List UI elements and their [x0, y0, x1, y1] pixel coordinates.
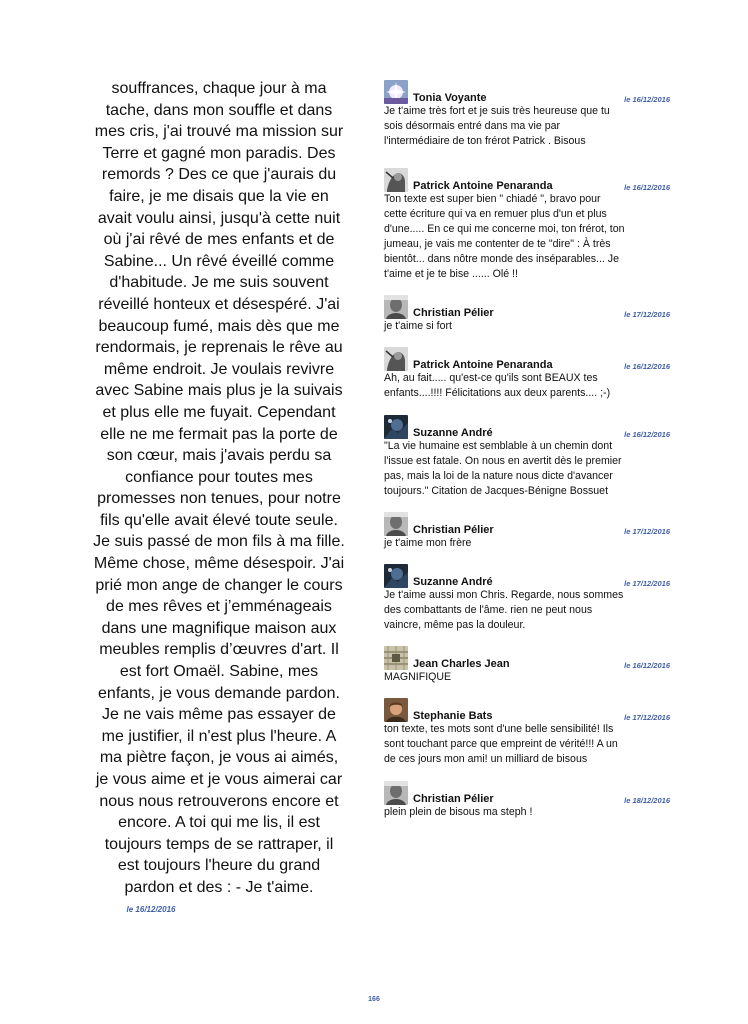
poem-line: avait voulu ainsi, jusqu'à cette nuit — [97, 209, 341, 227]
poem-text — [74, 78, 364, 899]
commenter-name[interactable]: Tonia Voyante — [413, 92, 487, 104]
commenter-name[interactable]: Suzanne André — [413, 427, 493, 439]
poem-line: et plus elle me fuyait. Cependant — [102, 403, 336, 421]
poem-line: avec Sabine mais plus je la suivais — [95, 382, 343, 400]
poem-line: Terre et gagné mon paradis. Des — [102, 144, 336, 162]
avatar[interactable] — [384, 80, 408, 104]
commenter-name[interactable]: Christian Pélier — [413, 307, 494, 319]
poem-line: nous nous retrouverons encore et — [99, 792, 339, 810]
poem-line: beaucoup fumé, mais dès que me — [98, 317, 340, 335]
comment-line: jumeau, je vais me contenter de te "dire" : À très — [384, 238, 611, 250]
poem-line: elle ne me fermait pas la porte de — [100, 425, 338, 443]
poem-line: toujours temps de se rattraper, il — [104, 835, 334, 853]
avatar[interactable] — [384, 646, 408, 670]
comment-date: le 17/12/2016 — [624, 310, 670, 319]
comment-date: le 17/12/2016 — [624, 713, 670, 722]
poem-line: réveillé honteux et désespéré. J'ai — [98, 295, 340, 313]
comment-line: je t'aime mon frère — [384, 537, 472, 549]
poem-line: Même chose, même désespoir. J'ai — [93, 555, 345, 573]
comment — [384, 168, 672, 282]
comment-line: l'intermédiaire de ton frérot Patrick . Bisous — [384, 135, 586, 147]
comment-text — [384, 439, 672, 499]
avatar[interactable] — [384, 564, 408, 588]
poem-date: le 16/12/2016 — [126, 904, 176, 914]
poem-line: même endroit. Je voulais revivre — [103, 360, 335, 378]
comment-line: pas, mais la loi de la nature nous dicte d'avancer — [384, 470, 613, 482]
poem-line: pardon et des : - Je t'aime. — [124, 878, 314, 896]
comment — [384, 415, 672, 499]
comment-date: le 16/12/2016 — [624, 430, 670, 439]
poem-line: Je suis passé de mon fils à ma fille. — [93, 533, 345, 551]
comment-line: Je t'aime aussi mon Chris. Regarde, nous sommes — [384, 589, 624, 601]
comment-line: l'issue est fatale. On nous en avertit dès le premier — [384, 455, 622, 467]
poem-line: est toujours l'heure du grand — [117, 857, 321, 875]
poem-line: encore. A toi qui me lis, il est — [118, 814, 320, 832]
comment-line: "La vie humaine est semblable à un chemin dont — [384, 440, 613, 452]
comment — [384, 698, 672, 767]
comment-line: Je t'aime très fort et je suis très heureuse que tu — [384, 105, 610, 117]
page-number: 166 — [368, 996, 380, 1003]
commenter-name[interactable]: Christian Pélier — [413, 524, 494, 536]
poem-line: meubles remplis d’œuvres d'art. Il — [99, 641, 339, 659]
comment — [384, 80, 672, 149]
commenter-name[interactable]: Patrick Antoine Penaranda — [413, 180, 553, 192]
commenter-name[interactable]: Suzanne André — [413, 576, 493, 588]
avatar[interactable] — [384, 295, 408, 319]
comment-line: t'aime et je te bise ...... Olé !! — [384, 268, 518, 280]
comment-text — [384, 536, 672, 551]
poem-line: souffrances, chaque jour à ma — [111, 80, 327, 97]
comment-date: le 16/12/2016 — [624, 362, 670, 371]
poem-line: d'habitude. Je me suis souvent — [109, 274, 329, 292]
comment-date: le 16/12/2016 — [624, 95, 670, 104]
comment-line: d'une..... En ce qui me concerne moi, ton frérot, ton — [384, 223, 625, 235]
avatar[interactable] — [384, 781, 408, 805]
comment-text — [384, 670, 672, 685]
comment-date: le 16/12/2016 — [624, 661, 670, 670]
comment-text — [384, 319, 672, 334]
comment-line: cette écriture qui va en remuer plus d'un et plus — [384, 208, 607, 220]
poem-line: confiance pour toutes mes — [125, 468, 313, 486]
comment-text — [384, 192, 672, 282]
poem-line: tache, dans mon souffle et dans — [105, 101, 333, 119]
poem-line: Je ne vais même pas essayer de — [102, 706, 336, 724]
comment-date: le 18/12/2016 — [624, 796, 670, 805]
comment — [384, 295, 672, 334]
poem-line: prié mon ange de changer le cours — [95, 576, 343, 594]
comment-text — [384, 722, 672, 767]
comment-line: des combattants de l'âme. rien ne peut nous — [384, 604, 593, 616]
poem-line: dans une magnifique maison aux — [101, 619, 337, 637]
comment-line: sois désormais entré dans ma vie par — [384, 120, 561, 132]
poem-line: faire, je me disais que la vie en — [109, 187, 329, 205]
avatar[interactable] — [384, 512, 408, 536]
commenter-name[interactable]: Christian Pélier — [413, 793, 494, 805]
comment-line: MAGNIFIQUE — [384, 671, 452, 683]
poem-line: rendormais, je reprenais le rêve au — [95, 339, 343, 357]
comment-text — [384, 371, 672, 401]
comment-date: le 16/12/2016 — [624, 183, 670, 192]
poem-column — [74, 78, 364, 914]
avatar[interactable] — [384, 415, 408, 439]
commenter-name[interactable]: Patrick Antoine Penaranda — [413, 359, 553, 371]
avatar[interactable] — [384, 168, 408, 192]
comment-date: le 17/12/2016 — [624, 527, 670, 536]
commenter-name[interactable]: Stephanie Bats — [413, 710, 493, 722]
comment-line: sont touchant parce que empreint de vérité!!! A un — [384, 738, 618, 750]
comment-line: plein plein de bisous ma steph ! — [384, 806, 533, 818]
poem-line: je vous aime et je vous aimerai car — [95, 771, 343, 788]
comment-line: toujours." Citation de Jacques-Bénigne Bossuet — [384, 485, 609, 497]
poem-line: où j'ai rêvé de mes enfants et de — [103, 231, 335, 249]
poem-line: enfants, je vous demande pardon. — [98, 684, 340, 702]
avatar[interactable] — [384, 698, 408, 722]
comment — [384, 512, 672, 551]
comment-line: bientôt... dans nôtre monde des inséparables... Je — [384, 253, 619, 265]
poem-line: ma piètre façon, je vous ai aimés, — [99, 749, 339, 767]
comment-line: vaincre, même pas la douleur. — [384, 619, 526, 631]
commenter-name[interactable]: Jean Charles Jean — [413, 658, 510, 670]
comment — [384, 646, 672, 685]
comment-text — [384, 104, 672, 149]
comment-line: enfants....!!!! Félicitations aux deux parents.... ;-) — [384, 387, 611, 399]
poem-line: est fort Omaël. Sabine, mes — [119, 663, 319, 681]
comment-text — [384, 588, 672, 633]
poem-line: Sabine... Un rêvé éveillé comme — [103, 252, 335, 270]
poem-line: mes cris, j'ai trouvé ma mission sur — [94, 123, 344, 141]
comment-line: Ah, au fait..... qu'est-ce qu'ils sont BEAUX tes — [384, 372, 598, 384]
poem-line: remords ? Des ce que j'aurais du — [101, 166, 337, 184]
comment-line: de ces jours mon ami! un milliard de bisous — [384, 753, 588, 765]
comment-date: le 17/12/2016 — [624, 579, 670, 588]
poem-line: promesses non tenues, pour notre — [97, 490, 341, 508]
comment-text — [384, 805, 672, 820]
poem-line: me justifier, il n'est plus l'heure. A — [101, 727, 337, 745]
comment — [384, 564, 672, 633]
poem-line: de mes rêves et j’emménageais — [106, 598, 332, 616]
comment-line: ton texte, tes mots sont d'une belle sensibilité! Ils — [384, 723, 614, 735]
comment-line: Ton texte est super bien " chiadé ", bravo pour — [384, 193, 601, 205]
comments-column — [384, 80, 672, 820]
comment — [384, 781, 672, 820]
comment-line: je t'aime si fort — [384, 320, 452, 332]
comment — [384, 347, 672, 401]
poem-line: fils qu'elle avait élevé toute seule. — [100, 511, 338, 529]
avatar[interactable] — [384, 347, 408, 371]
poem-line: son cœur, mais j'avais perdu sa — [106, 447, 332, 465]
